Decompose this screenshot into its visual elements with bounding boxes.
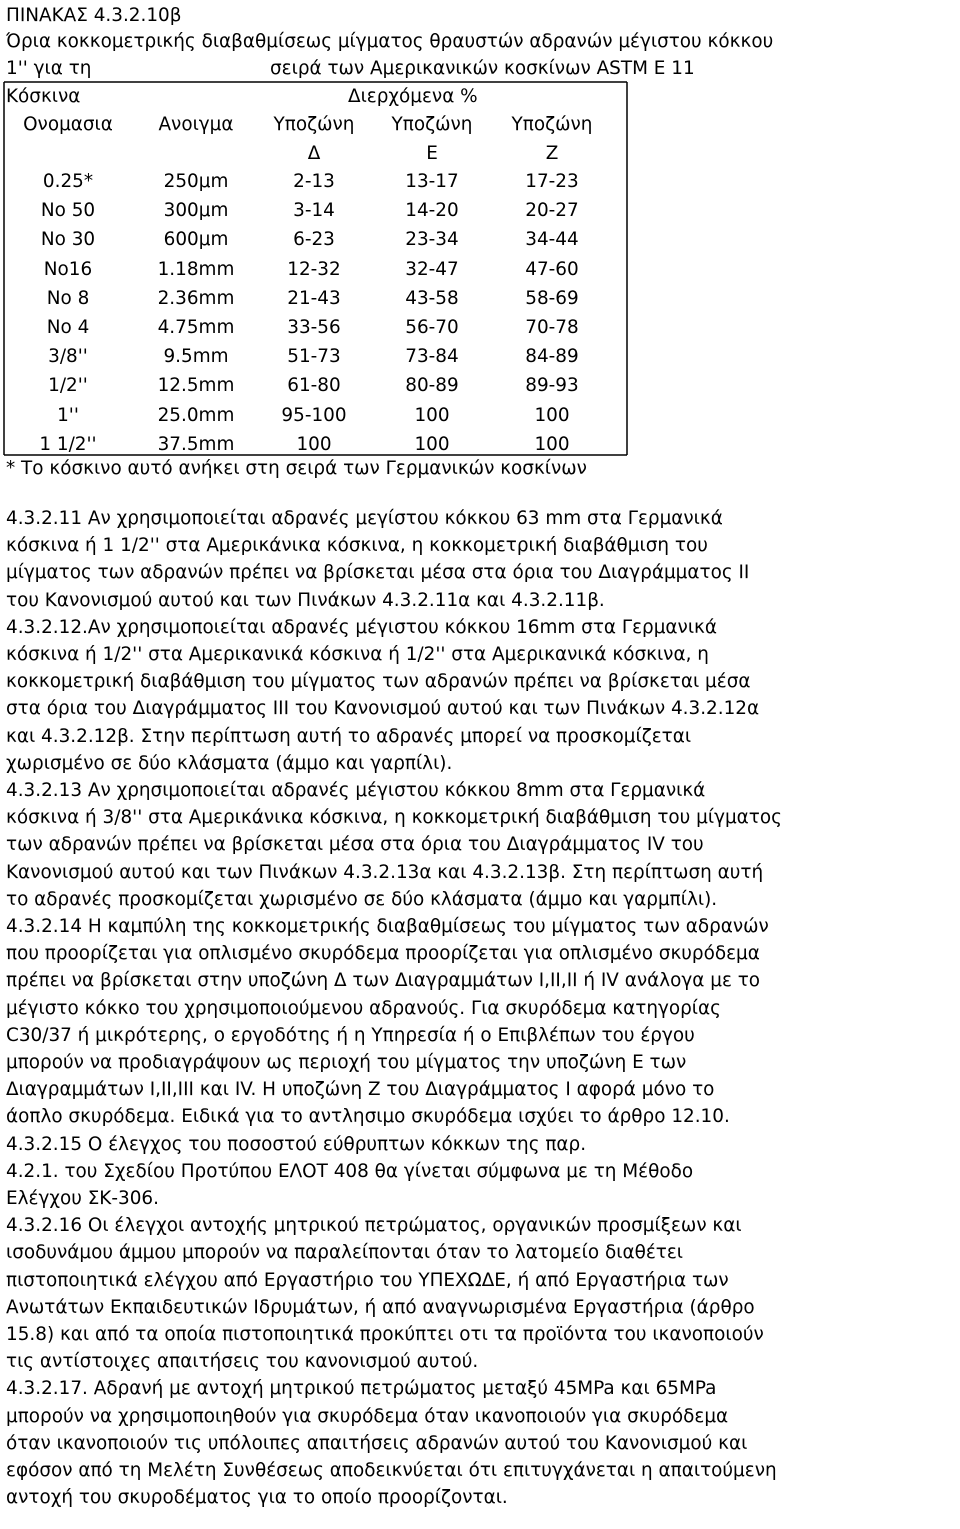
table-cell: 250μm [163, 171, 229, 192]
table-cell: 600μm [163, 229, 229, 251]
table-cell: 9.5mm [163, 346, 229, 368]
body-text-line: Διαγραμμάτων Ι,ΙΙ,ΙΙΙ και IV. Η υποζώνη Ζ του Διαγράμματος Ι αφορά μόνο το [6, 1079, 715, 1101]
body-text-line: 4.2.1. του Σχεδίου Προτύπου ΕΛΟΤ 408 θα γίνεται σύμφωνα με τη Μέθοδο [6, 1160, 694, 1182]
column-header: Υποζώνη [511, 114, 593, 135]
body-text-line: πρέπει να βρίσκεται στην υποζώνη Δ των Διαγραμμάτων Ι,ΙΙ,ΙΙ ή IV ανάλογα με το [6, 970, 761, 992]
table-cell: 56-70 [405, 317, 459, 338]
table-cell: 3/8'' [48, 346, 88, 368]
table-number: ΠΙΝΑΚΑΣ 4.3.2.10β [6, 5, 182, 26]
column-header: Ανοιγμα [158, 114, 234, 135]
column-header: Ονομασια [23, 114, 113, 135]
body-text-line: που προορίζεται για οπλισμένο σκυρόδεμα προορίζεται για οπλισμένο σκυρόδεμα [6, 943, 760, 965]
body-text-line: 4.3.2.14 Η καμπύλη της κοκκομετρικής διαβαθμίσεως του μίγματος των αδρανών [6, 916, 769, 937]
body-text-line: των αδρανών πρέπει να βρίσκεται μέσα στα όρια του Διαγράμματος IV του [6, 834, 704, 856]
body-text-line: μίγματος των αδρανών πρέπει να βρίσκεται μέσα στα όρια του Διαγράμματος ΙΙ [6, 562, 750, 584]
table-cell: 21-43 [287, 287, 341, 309]
table-cell: 13-17 [405, 171, 459, 192]
table-cell: 100 [414, 433, 450, 455]
body-text-line: το αδρανές προσκομίζεται χωρισμένο σε δύο κλάσματα (άμμο και γαρμπίλι). [6, 888, 718, 910]
table-cell: 6-23 [293, 229, 335, 251]
body-text-line: μπορούν να προδιαγράψουν ως περιοχή του μίγματος την υποζώνη Ε των [6, 1052, 687, 1073]
column-header: Υποζώνη [273, 114, 355, 135]
table-cell: 37.5mm [157, 433, 235, 455]
body-text-line: μέγιστο κόκκο του χρησιμοποιούμενου αδρανούς. Για σκυρόδεμα κατηγορίας [6, 997, 721, 1019]
table-cell: 4.75mm [157, 317, 235, 338]
body-text-line: όταν ικανοποιούν τις υπόλοιπες απαιτήσεις αδρανών αυτού του Κανονισμού και [6, 1432, 748, 1454]
table-cell: 25.0mm [157, 404, 235, 426]
table-cell: 51-73 [287, 346, 341, 368]
table-cell: 70-78 [525, 317, 579, 338]
table-cell: No 50 [40, 200, 96, 222]
header-sieves: Κόσκινα [6, 86, 81, 107]
body-text-line: του Κανονισμού αυτού και των Πινάκων 4.3.2.11α και 4.3.2.11β. [6, 589, 605, 611]
body-text-line: 4.3.2.11 Αν χρησιμοποιείται αδρανές μεγίστου κόκκου 63 mm στα Γερμανικά [6, 508, 723, 529]
table-cell: 20-27 [525, 200, 579, 222]
table-cell: 1'' [57, 404, 79, 426]
body-text-line: άοπλο σκυρόδεμα. Ειδικά για το αντλησιμο σκυρόδεμα ισχύει το άρθρο 12.10. [6, 1106, 730, 1128]
body-text-line: 4.3.2.13 Αν χρησιμοποιείται αδρανές μέγιστου κόκκου 8mm στα Γερμανικά [6, 780, 706, 801]
table-cell: No 8 [46, 287, 90, 309]
body-text-line: 4.3.2.17. Αδρανή με αντοχή μητρικού πετρώματος μεταξύ 45MPa και 65MPa [6, 1378, 717, 1400]
table-cell: 73-84 [405, 346, 459, 368]
body-text-line: 15.8) και από τα οποία πιστοποιητικά προκύπτει οτι τα προϊόντα του ικανοποιούν [6, 1324, 764, 1345]
body-text-line: μπορούν να χρησιμοποιηθούν για σκυρόδεμα όταν ικανοποιούν για σκυρόδεμα [6, 1405, 729, 1427]
table-cell: 100 [534, 404, 570, 426]
table-cell: No 4 [46, 317, 90, 338]
zone-header: Δ [307, 143, 321, 164]
body-text-line: Ανωτάτων Εκπαιδευτικών Ιδρυμάτων, ή από αναγνωρισμένα Εργαστήρια (άρθρο [6, 1296, 755, 1318]
body-text-line: 4.3.2.12.Αν χρησιμοποιείται αδρανές μέγιστου κόκκου 16mm στα Γερμανικά [6, 616, 718, 638]
body-text-line: Ελέγχου ΣΚ-306. [6, 1188, 159, 1209]
table-cell: 32-47 [405, 258, 459, 280]
body-text-line: κόσκινα ή 3/8'' στα Αμερικάνικα κόσκινα, η κοκκομετρική διαβάθμιση του μίγματος [6, 807, 782, 829]
body-text-line: χωρισμένο σε δύο κλάσματα (άμμο και γαρπίλι). [6, 752, 453, 774]
table-cell: 61-80 [287, 375, 341, 397]
zone-header: Ζ [545, 143, 559, 164]
body-text-line: πιστοποιητικά ελέγχου από Εργαστήριο του ΥΠΕΧΩΔΕ, ή από Εργαστήρια των [6, 1269, 729, 1291]
column-header: Υποζώνη [391, 114, 473, 135]
table-cell: 43-58 [405, 287, 459, 309]
table-footnote: * Το κόσκινο αυτό ανήκει στη σειρά των Γερμανικών κοσκίνων [6, 458, 587, 479]
table-cell: 100 [296, 433, 332, 455]
table-title: Όρια κοκκομετρικής διαβαθμίσεως μίγματος θραυστών αδρανών μέγιστου κόκκου [6, 31, 774, 52]
table-cell: 89-93 [525, 375, 579, 397]
table-cell: 2-13 [293, 171, 335, 192]
body-text-line: κόσκινα ή 1 1/2'' στα Αμερικάνικα κόσκινα, η κοκκομετρική διαβάθμιση του [6, 535, 708, 557]
body-text-line: στα όρια του Διαγράμματος ΙΙΙ του Κανονισμού αυτού και των Πινάκων 4.3.2.12α [6, 698, 760, 720]
table-cell: 1.18mm [157, 258, 235, 280]
table-cell: 34-44 [525, 229, 579, 251]
body-text-line: τις αντίστοιχες απαιτήσεις του κανονισμού αυτού. [6, 1351, 479, 1373]
body-text-line: αντοχή του σκυροδέματος για το οποίο προορίζονται. [6, 1487, 508, 1509]
table-title-cont-b: σειρά των Αμερικανικών κοσκίνων ASTM E 11 [270, 58, 695, 79]
table-cell: 23-34 [405, 229, 459, 251]
body-text-line: Κανονισμού αυτού και των Πινάκων 4.3.2.13α και 4.3.2.13β. Στη περίπτωση αυτή [6, 861, 764, 883]
table-cell: 2.36mm [157, 287, 235, 309]
body-text-line: και 4.3.2.12β. Στην περίπτωση αυτή το αδρανές μπορεί να προσκομίζεται [6, 725, 692, 747]
table-cell: 0.25* [42, 171, 94, 192]
body-text-line: C30/37 ή μικρότερης, ο εργοδότης ή η Υπηρεσία ή ο Επιβλέπων του έργου [6, 1024, 695, 1046]
table-cell: 300μm [163, 200, 229, 222]
table-cell: 12-32 [287, 258, 341, 280]
table-cell: 84-89 [525, 346, 579, 368]
header-passing: Διερχόμενα % [348, 86, 478, 107]
body-text-line: 4.3.2.16 Οι έλεγχοι αντοχής μητρικού πετρώματος, οργανικών προσμίξεων και [6, 1215, 742, 1237]
table-cell: 100 [414, 404, 450, 426]
body-text-line: 4.3.2.15 Ο έλεγχος του ποσοστού εύθρυπτων κόκκων της παρ. [6, 1133, 587, 1155]
table-cell: 80-89 [405, 375, 459, 397]
table-cell: No 30 [40, 229, 96, 251]
table-cell: No16 [43, 258, 93, 280]
table-cell: 12.5mm [157, 375, 235, 397]
table-cell: 14-20 [405, 200, 459, 222]
body-text-line: εφόσον από τη Μελέτη Συνθέσεως αποδεικνύεται ότι επιτυγχάνεται η απαιτούμενη [6, 1460, 777, 1481]
table-title-cont-a: 1'' για τη [6, 58, 92, 79]
table-cell: 58-69 [525, 287, 579, 309]
table-cell: 3-14 [293, 200, 335, 222]
table-cell: 100 [534, 433, 570, 455]
body-text-line: κόσκινα ή 1/2'' στα Αμερικανικά κόσκινα ή 1/2'' στα Αμερικανικά κόσκινα, η [6, 644, 709, 665]
body-text-line: ισοδυνάμου άμμου μπορούν να παραλείπονται όταν το λατομείο διαθέτει [6, 1242, 684, 1264]
table-cell: 95-100 [281, 404, 347, 426]
table-cell: 47-60 [525, 258, 579, 280]
body-text-line: κοκκομετρική διαβάθμιση του μίγματος των αδρανών πρέπει να βρίσκεται μέσα [6, 671, 751, 693]
table-cell: 1/2'' [48, 375, 88, 397]
table-cell: 17-23 [525, 171, 579, 192]
zone-header: Ε [426, 143, 438, 164]
table-cell: 33-56 [287, 317, 341, 338]
table-cell: 1 1/2'' [39, 433, 97, 455]
